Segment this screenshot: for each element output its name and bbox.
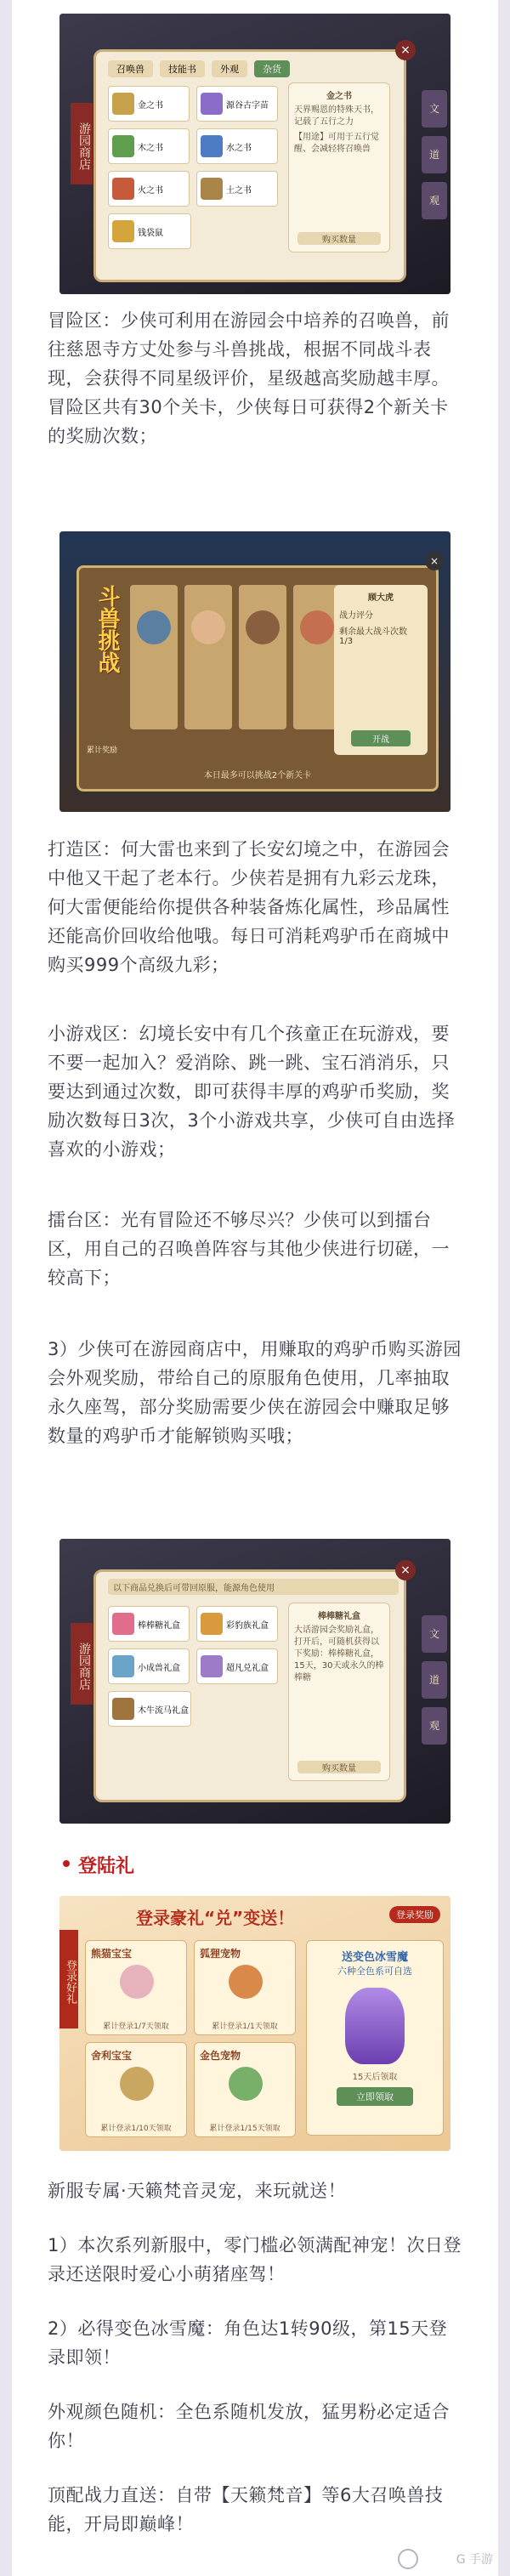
login-side-label: 登录好礼 — [60, 1930, 78, 2028]
detail-title: 金之书 — [326, 92, 352, 101]
shop-item[interactable] — [196, 1606, 278, 1642]
cell-label: 熊猫宝宝 — [91, 1948, 133, 1960]
close-icon[interactable]: × — [395, 40, 416, 60]
shop-item[interactable] — [108, 1606, 190, 1642]
item-label: 棒棒糖礼盒 — [138, 1620, 180, 1631]
shop-item[interactable] — [196, 171, 278, 207]
paragraph-shop: 3）少侠可在游园商店中，用赚取的鸡驴币购买游园会外观奖励，带给自己的原服角色使用，几率抽取永久座驾，部分奖励需要少侠在游园会中赚取足够数量的鸡驴币才能解锁购买哦； — [48, 1339, 462, 1446]
pet-icon — [229, 2067, 263, 2101]
shop-item[interactable] — [108, 1648, 190, 1684]
gift-box-icon — [201, 1613, 223, 1635]
panel-line: 战力评分 — [339, 611, 373, 621]
character-icon — [300, 610, 334, 644]
cell-label: 狐狸宠物 — [200, 1948, 241, 1960]
shop-panel — [77, 43, 411, 282]
outfit-grid — [108, 1606, 278, 1727]
item-label: 小成兽礼盒 — [138, 1663, 180, 1673]
book-icon — [201, 135, 223, 157]
item-label: 土之书 — [226, 185, 252, 196]
fighter-card[interactable] — [130, 585, 178, 729]
boss-panel — [334, 585, 428, 755]
side-tab[interactable]: 文 — [422, 1615, 447, 1653]
grand-prize-footer: 15天后领取 — [352, 2073, 398, 2082]
paragraph-power: 顶配战力直送：自带【天籁梵音】等6大召唤兽技能，开局即巅峰！ — [48, 2485, 444, 2534]
shop-item[interactable] — [108, 1691, 191, 1727]
item-label: 超凡兑礼盒 — [226, 1663, 269, 1673]
shop-item[interactable] — [196, 128, 278, 164]
shop-item[interactable] — [196, 1648, 278, 1684]
login-cell[interactable] — [85, 1940, 187, 2035]
side-tabs — [422, 1615, 447, 1745]
tab-misc[interactable]: 杂货 — [254, 60, 290, 77]
paragraph-minigame: 小游戏区：幻境长安中有几个孩童正在玩游戏，要不要一起加入？爱消除、跳一跳、宝石消消乐，只要达到通过次数，即可获得丰厚的鸡驴币奖励，奖励次数每日3次，3个小游戏共享，少侠可自由选择喜欢的小游戏； — [48, 1024, 456, 1160]
character-icon — [137, 610, 171, 644]
ice-demon-icon — [345, 1988, 405, 2064]
detail-desc: 天界赐恩的特殊天书，记载了五行之力 — [294, 105, 379, 127]
side-tab[interactable]: 观 — [422, 182, 447, 219]
login-cell[interactable] — [85, 2042, 187, 2137]
pouch-icon — [112, 220, 134, 242]
side-tabs — [422, 90, 447, 219]
shop-grid — [108, 86, 278, 249]
claim-button[interactable]: 立即领取 — [337, 2087, 413, 2106]
gift-box-icon — [112, 1655, 134, 1677]
shop-item[interactable] — [108, 213, 191, 249]
bullet-icon — [63, 1860, 70, 1867]
item-detail — [288, 82, 390, 252]
fighter-list — [130, 585, 341, 729]
fighter-card[interactable] — [184, 585, 232, 729]
character-icon — [191, 610, 225, 644]
boss-name: 顾大虎 — [368, 593, 394, 603]
gift-box-icon — [201, 1655, 223, 1677]
detail-use: 【用途】可用于五行觉醒、会减轻将召唤兽 — [294, 133, 379, 154]
paragraph-arena: 擂台区：光有冒险还不够尽兴？少侠可以到擂台区，用自己的召唤兽阵容与其他少侠进行切磋，一较高下； — [48, 1210, 450, 1288]
item-label: 木牛流马礼盒 — [138, 1705, 189, 1716]
book-icon — [201, 93, 223, 115]
battle-panel — [76, 565, 439, 792]
reward-label: 累计奖励 — [86, 746, 117, 755]
shop-item[interactable] — [108, 128, 190, 164]
login-cell[interactable] — [194, 1940, 296, 2035]
book-icon — [201, 178, 223, 200]
login-cell[interactable] — [194, 2042, 296, 2137]
item-detail — [288, 1603, 390, 1781]
section-heading: 登陆礼 — [78, 1856, 135, 1877]
login-title: 登录豪礼“兑”变送！ — [136, 1908, 295, 1928]
side-tab[interactable]: 文 — [422, 90, 447, 128]
item-label: 木之书 — [138, 143, 163, 153]
shop-side-label: 游园商店 — [71, 103, 93, 184]
outfit-panel — [77, 1563, 411, 1802]
gift-box-icon — [112, 1613, 134, 1635]
side-tab[interactable]: 道 — [422, 1661, 447, 1699]
paragraph-color: 外观颜色随机：全色系随机发放，猛男粉必定适合你！ — [48, 2402, 450, 2451]
item-label: 钱袋鼠 — [138, 228, 163, 238]
pet-icon — [120, 2067, 154, 2101]
tab-pets[interactable]: 召唤兽 — [108, 60, 153, 77]
start-battle-button[interactable]: 开战 — [351, 730, 411, 746]
buy-quantity[interactable]: 购买数量 — [298, 1761, 381, 1773]
pet-icon — [120, 1965, 154, 1999]
buy-quantity[interactable]: 购买数量 — [298, 232, 381, 245]
gift-box-icon — [112, 1698, 134, 1720]
cell-footer: 累计登录1/7天领取 — [103, 2023, 169, 2031]
pet-icon — [229, 1965, 263, 1999]
shop-item[interactable] — [108, 171, 190, 207]
battle-footer: 本日最多可以挑战2个新关卡 — [203, 771, 312, 780]
login-rules-button[interactable]: 登录奖励 — [389, 1906, 440, 1923]
cell-footer: 累计登录1/10天领取 — [100, 2125, 172, 2133]
grand-prize-title: 送变色冰雪魔 — [341, 1951, 408, 1964]
paragraph-point2: 2）必得变色冰雪魔：角色达1转90级，第15天登录即领！ — [48, 2318, 448, 2368]
side-tab[interactable]: 道 — [422, 136, 447, 173]
paragraph-newserver: 新服专属·天籁梵音灵宠，来玩就送！ — [48, 2181, 347, 2201]
cell-footer: 累计登录1/15天领取 — [209, 2125, 280, 2133]
item-label: 源谷古字苗 — [226, 100, 269, 111]
cell-label: 金色宠物 — [200, 2050, 241, 2062]
close-icon[interactable]: × — [425, 552, 444, 570]
paragraph-forge: 打造区：何大雷也来到了长安幻境之中，在游园会中他又干起了老本行。少侠若是拥有九彩云龙珠，何大雷便能给你提供各种装备炼化属性，珍品属性还能高价回收给他哦。每日可消耗鸡驴币在商城中购买999个高级九彩； — [48, 839, 450, 975]
shop-screenshot — [60, 14, 450, 294]
item-label: 火之书 — [138, 185, 163, 196]
paragraph-point1: 1）本次系列新服中，零门槛必领满配神宠！次日登录还送限时爱心小萌猪座驾！ — [48, 2235, 462, 2284]
cell-footer: 累计登录1/1天领取 — [212, 2023, 278, 2031]
tab-outfits[interactable]: 外观 — [212, 60, 247, 77]
book-icon — [112, 93, 134, 115]
detail-title: 棒棒糖礼盒 — [318, 1612, 360, 1621]
paragraph-adventure: 冒险区：少侠可利用在游园会中培养的召唤兽，前往慈恩寺方丈处参与斗兽挑战，根据不同战斗表现，会获得不同星级评价，星级越高奖励越丰厚。冒险区共有30个关卡，少侠每日可获得2个新关卡的奖励次数； — [48, 310, 450, 446]
book-icon — [112, 178, 134, 200]
watermark: G 手游 — [456, 2553, 493, 2567]
grand-prize-subtitle: 六种全色系可自选 — [337, 1966, 412, 1977]
login-grid — [85, 1940, 298, 2137]
shop-item[interactable] — [196, 86, 278, 122]
shop-item[interactable] — [108, 86, 190, 122]
shop-note: 以下商品兑换后可带回原服，能源角色使用 — [108, 1579, 399, 1595]
item-label: 水之书 — [226, 143, 252, 153]
shop-tabs — [108, 60, 290, 77]
fighter-card[interactable] — [239, 585, 286, 729]
detail-desc: 大话游园会奖励礼盒，打开后，可随机获得以下奖励：棒棒糖礼盒，15天，30天或永久的棒棒糖 — [294, 1626, 384, 1682]
shop-side-label: 游园商店 — [71, 1623, 93, 1705]
battle-screenshot — [60, 531, 450, 812]
outfit-shop-screenshot — [60, 1539, 450, 1824]
character-icon — [246, 610, 280, 644]
banner-title: 斗兽挑战 — [94, 585, 120, 673]
watermark-icon — [398, 2549, 418, 2569]
grand-prize-panel — [306, 1940, 444, 2136]
book-icon — [112, 135, 134, 157]
tab-skills[interactable]: 技能书 — [160, 60, 205, 77]
item-label: 彩豹族礼盒 — [226, 1620, 269, 1631]
side-tab[interactable]: 观 — [422, 1707, 447, 1745]
item-label: 金之书 — [138, 100, 163, 111]
panel-line: 剩余最大战斗次数 1/3 — [339, 627, 407, 646]
cell-label: 舍利宝宝 — [91, 2050, 133, 2062]
close-icon[interactable]: × — [395, 1560, 416, 1580]
login-reward-screenshot — [60, 1896, 450, 2151]
